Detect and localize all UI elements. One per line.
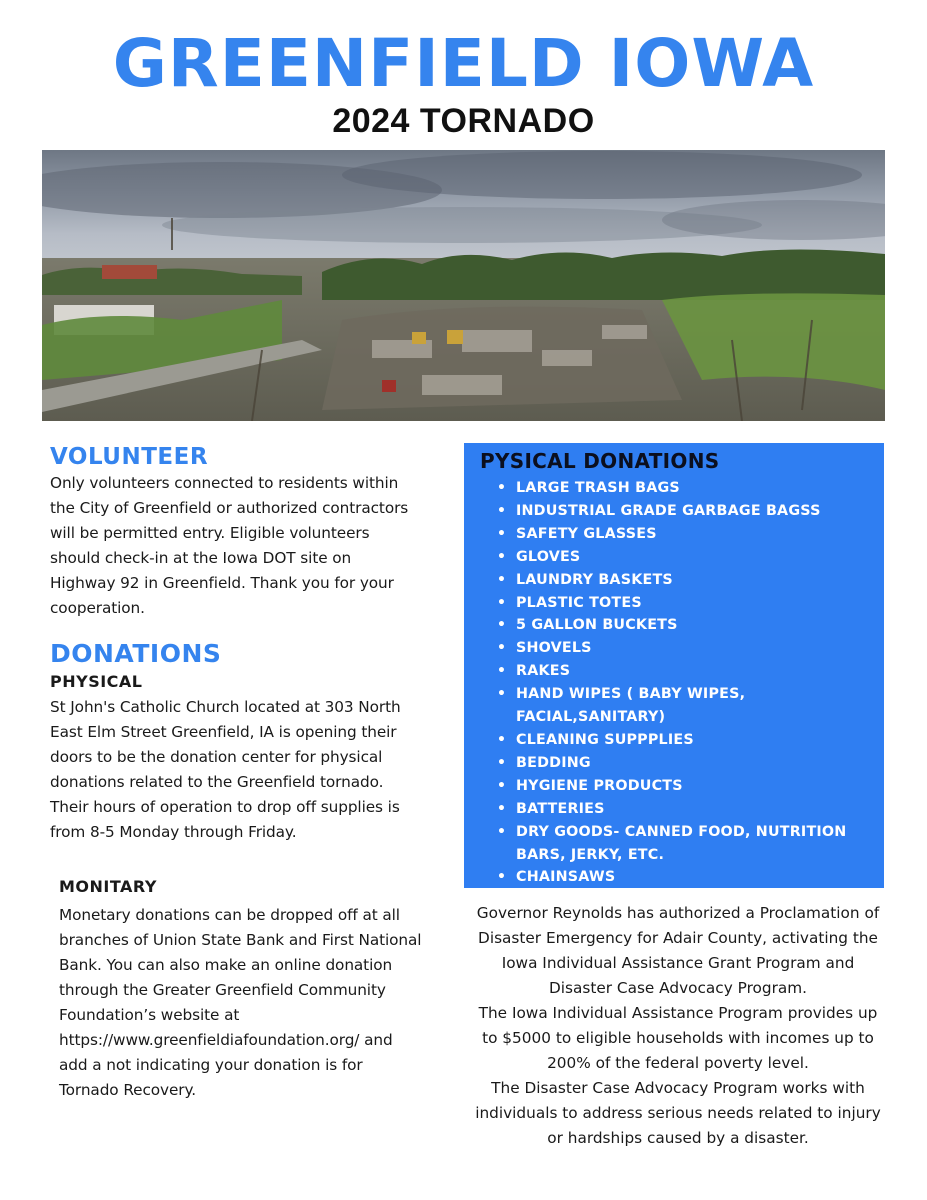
list-item [494,637,874,660]
item-label: BARS, JERKY, ETC. [516,846,665,863]
bullet-icon: • [497,686,507,703]
text-line: Disaster Emergency for Adair County, activating the [478,929,878,947]
bullet-icon: • [497,731,507,748]
text-line: The Iowa Individual Assistance Program provides up [478,1004,878,1022]
bullet-icon: • [497,548,507,565]
text-line: donations related to the Greenfield tornado. [50,773,384,791]
text-line: Disaster Case Advocacy Program. [548,979,808,997]
list-item [494,523,874,546]
bullet-icon: • [497,594,507,611]
bullet-icon: • [497,777,507,794]
bullet-icon: • [497,502,507,519]
list-item [494,866,874,889]
text-line: Foundation’s website at [59,1006,240,1024]
item-label: BATTERIES [516,800,605,817]
text-line: The Disaster Case Advocacy Program works with [491,1079,865,1097]
item-label: CHAINSAWS [516,869,616,886]
monetary-section [59,876,459,1103]
bullet-icon: • [497,663,507,680]
text-line: individuals to address serious needs related to injury [475,1104,881,1122]
bullet-icon: • [497,617,507,634]
physical-donations-title: PYSICAL DONATIONS [480,449,720,473]
item-label: BEDDING [516,754,591,771]
physical-text [50,695,450,845]
text-line: to $5000 to eligible households with incomes up to [482,1029,874,1047]
bullet-icon: • [497,640,507,657]
item-label: CLEANING SUPPPLIES [516,731,694,748]
foundation-website-link[interactable]: https://www.greenfieldiafoundation.org/ and [59,1031,393,1049]
list-item [494,546,874,569]
text-line: through the Greater Greenfield Community [59,981,386,999]
bullet-icon: • [497,571,507,588]
volunteer-heading: VOLUNTEER [50,444,209,470]
text-line: Only volunteers connected to residents within [50,474,399,492]
list-item [494,752,874,775]
assistance-program-text [456,901,900,1151]
physical-donations-box [464,443,884,888]
donation-items-list [494,477,874,889]
text-line: East Elm Street Greenfield, IA is opening their [50,723,397,741]
bullet-icon: • [497,800,507,817]
bullet-icon: • [497,525,507,542]
text-line: from 8-5 Monday through Friday. [50,823,297,841]
item-label: DRY GOODS- CANNED FOOD, NUTRITION [516,823,847,840]
text-line: Their hours of operation to drop off supplies is [50,798,400,816]
text-line: Iowa Individual Assistance Grant Program and [501,954,855,972]
text-line: 200% of the federal poverty level. [547,1054,809,1072]
text-line: or hardships caused by a disaster. [547,1129,809,1147]
item-label: RAKES [516,663,571,680]
item-label: GLOVES [516,548,581,565]
list-item [494,798,874,821]
list-item [494,500,874,523]
text-line: Highway 92 in Greenfield. Thank you for your [50,574,394,592]
text-line: Governor Reynolds has authorized a Proclamation of [476,904,880,922]
tornado-damage-photo [42,150,885,421]
volunteer-text [50,471,450,621]
volunteer-section [50,443,450,621]
item-label: HAND WIPES ( BABY WIPES, [516,686,746,703]
text-line: cooperation. [50,599,145,617]
list-item [494,569,874,592]
item-label: SHOVELS [516,640,592,657]
item-label: SAFETY GLASSES [516,525,657,542]
list-item [494,477,874,500]
item-label: HYGIENE PRODUCTS [516,777,683,794]
item-label: PLASTIC TOTES [516,594,642,611]
list-item [494,821,874,867]
text-line: will be permitted entry. Eligible volunteers [50,524,370,542]
page-title: GREENFIELD IOWA [112,25,815,102]
monetary-text [59,903,459,1103]
item-label: FACIAL,SANITARY) [516,709,666,726]
list-item [494,683,874,729]
list-item [494,775,874,798]
text-line: branches of Union State Bank and First National [59,931,422,949]
item-label: LARGE TRASH BAGS [516,480,680,496]
text-line: should check-in at the Iowa DOT site on [50,549,352,567]
list-item [494,660,874,683]
monetary-heading: MONITARY [59,877,157,896]
text-line: St John's Catholic Church located at 303 North [50,698,401,716]
bullet-icon: • [497,869,507,886]
physical-heading: PHYSICAL [50,672,143,691]
text-line: Bank. You can also make an online donation [59,956,393,974]
text-line: doors to be the donation center for physical [50,748,383,766]
list-item [494,614,874,637]
bullet-icon: • [497,480,507,496]
text-line: the City of Greenfield or authorized contractors [50,499,409,517]
item-label: 5 GALLON BUCKETS [516,617,678,634]
bullet-icon: • [497,823,507,840]
donations-section [50,639,450,845]
text-line: Monetary donations can be dropped off at all [59,906,400,924]
list-item [494,592,874,615]
text-line: Tornado Recovery. [59,1081,197,1099]
list-item [494,729,874,752]
item-label: LAUNDRY BASKETS [516,571,673,588]
donations-heading: DONATIONS [50,639,222,668]
text-line: add a not indicating your donation is for [59,1056,363,1074]
item-label: INDUSTRIAL GRADE GARBAGE BAGSS [516,502,821,519]
bullet-icon: • [497,754,507,771]
page-subtitle: 2024 TORNADO [332,102,595,140]
